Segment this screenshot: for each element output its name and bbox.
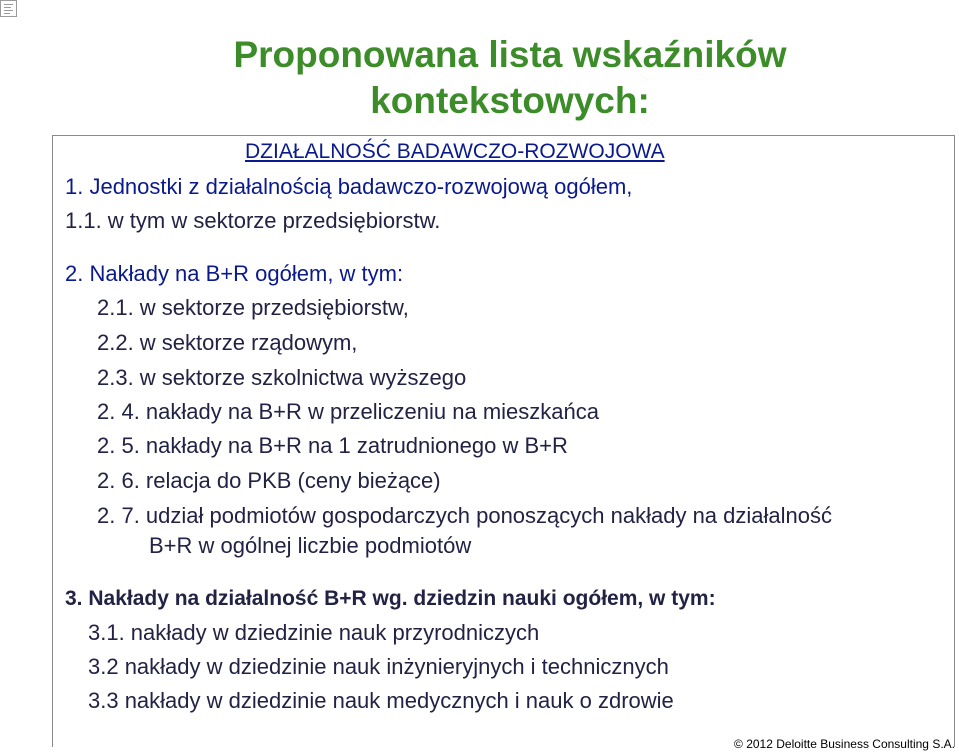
list-item-3: 3. Nakłady na działalność B+R wg. dziedzin nauki ogółem, w tym: (65, 587, 716, 610)
list-item-2-7: 2. 7. udział podmiotów gospodarczych ponoszących nakłady na działalność (97, 503, 832, 528)
list-item-2-4: 2. 4. nakłady na B+R w przeliczeniu na mieszkańca (97, 399, 599, 424)
list-item-1-1: 1.1. w tym w sektorze przedsiębiorstw. (65, 208, 441, 233)
list-item-3-3: 3.3 nakłady w dziedzinie nauk medycznych i nauk o zdrowie (88, 688, 674, 713)
list-item-3-1: 3.1. nakłady w dziedzinie nauk przyrodniczych (88, 620, 540, 645)
copyright-footer: © 2012 Deloitte Business Consulting S.A. (734, 737, 955, 751)
list-item-3-2: 3.2 nakłady w dziedzinie nauk inżynieryjnych i technicznych (88, 654, 669, 679)
list-item-2-1: 2.1. w sektorze przedsiębiorstw, (97, 295, 409, 320)
list-item-2: 2. Nakłady na B+R ogółem, w tym: (65, 261, 404, 286)
list-item-2-7-continued: B+R w ogólnej liczbie podmiotów (149, 533, 472, 558)
list-item-2-5: 2. 5. nakłady na B+R na 1 zatrudnionego w B+R (97, 433, 568, 458)
slide-thumbnail-icon (0, 0, 17, 17)
list-item-2-3: 2.3. w sektorze szkolnictwa wyższego (97, 365, 467, 390)
section-heading: DZIAŁALNOŚĆ BADAWCZO-ROZWOJOWA (245, 140, 665, 163)
slide-title-line-2: kontekstowych: (370, 80, 650, 121)
list-item-2-2: 2.2. w sektorze rządowym, (97, 330, 358, 355)
list-item-2-6: 2. 6. relacja do PKB (ceny bieżące) (97, 468, 441, 493)
slide-title-line-1: Proponowana lista wskaźników (233, 34, 787, 75)
list-item-1: 1. Jednostki z działalnością badawczo-rozwojową ogółem, (65, 174, 633, 199)
slide-title (150, 32, 870, 124)
